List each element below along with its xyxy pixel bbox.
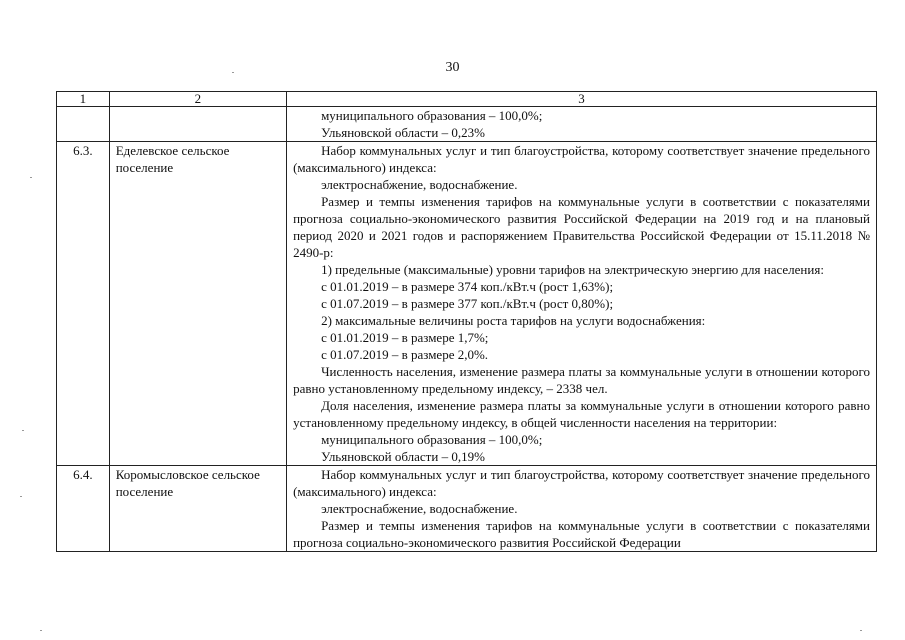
settlement-name <box>109 107 286 142</box>
column-header: 1 <box>57 92 110 107</box>
row-number: 6.3. <box>57 142 110 466</box>
scan-speck <box>22 430 24 431</box>
paragraph: Набор коммунальных услуг и тип благоустройства, которому соответствует значение предельного (максимального) индекса: <box>293 467 870 499</box>
paragraph: 2) максимальные величины роста тарифов на услуги водоснабжения: <box>321 313 706 328</box>
paragraph: Ульяновской области – 0,19% <box>321 449 485 464</box>
table-row <box>57 142 877 466</box>
paragraph: Набор коммунальных услуг и тип благоустройства, которому соответствует значение предельного (максимального) индекса: <box>293 143 870 175</box>
paragraph: Размер и темпы изменения тарифов на коммунальные услуги в соответствии с показателями прогноза социально-экономического развития Российской Федерации <box>293 518 870 550</box>
scan-speck <box>30 177 32 178</box>
paragraph: с 01.07.2019 – в размере 2,0%. <box>321 347 489 362</box>
row-content <box>287 466 877 552</box>
table-row <box>57 466 877 552</box>
paragraph: с 01.01.2019 – в размере 374 коп./кВт.ч (рост 1,63%); <box>321 279 614 294</box>
column-header: 2 <box>109 92 286 107</box>
scan-speck <box>232 72 234 73</box>
settlement-name: Коромысловское сельское поселение <box>109 466 286 552</box>
scan-speck <box>860 630 862 631</box>
paragraph: Ульяновской области – 0,23% <box>321 125 485 140</box>
table-row <box>57 107 877 142</box>
paragraph: Численность населения, изменение размера платы за коммунальные услуги в отношении которого равно установленному предельному индексу, – 2338 чел. <box>293 364 870 396</box>
paragraph: муниципального образования – 100,0%; <box>321 108 543 123</box>
scan-speck <box>40 630 42 631</box>
table-header-row <box>57 92 877 107</box>
row-number: 6.4. <box>57 466 110 552</box>
paragraph: с 01.01.2019 – в размере 1,7%; <box>321 330 489 345</box>
row-content <box>287 142 877 466</box>
row-number <box>57 107 110 142</box>
paragraph: электроснабжение, водоснабжение. <box>321 177 518 192</box>
paragraph: Доля населения, изменение размера платы за коммунальные услуги в отношении которого равно установленному предельному индексу, в общей численности населения на территории: <box>293 398 870 430</box>
paragraph: муниципального образования – 100,0%; <box>321 432 543 447</box>
row-content <box>287 107 877 142</box>
scan-speck <box>20 496 22 497</box>
tariff-table <box>56 91 877 552</box>
paragraph: с 01.07.2019 – в размере 377 коп./кВт.ч (рост 0,80%); <box>321 296 614 311</box>
settlement-name: Еделевское сельское поселение <box>109 142 286 466</box>
page-number: 30 <box>445 60 460 75</box>
paragraph: 1) предельные (максимальные) уровни тарифов на электрическую энергию для населения: <box>321 262 824 277</box>
paragraph: электроснабжение, водоснабжение. <box>321 501 518 516</box>
paragraph: Размер и темпы изменения тарифов на коммунальные услуги в соответствии с показателями прогноза социально-экономического развития Российской Федерации на 2019 год и на плановый период 2020 и 2021 годов и распоряжением Правительства Российской Федерации от 15.11.2018 № 2490-р: <box>293 194 870 260</box>
column-header: 3 <box>287 92 877 107</box>
